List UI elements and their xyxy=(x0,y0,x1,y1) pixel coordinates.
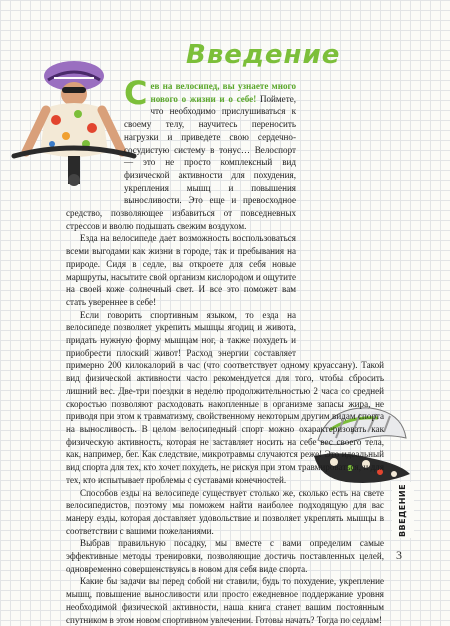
lead-text: Поймете, что необходимо прислушиваться к своему телу, научитесь переносить нагрузки и приведете свою сердечно-сосудистую систему в тонус… Велоспорт — это не просто комплексный вид физической активности для похудения, укрепления мышц и повышения выносливости. Это еще и превосходное средство, позволяющее избавиться от повседневных стрессов и вволю подышать свежим воздухом. xyxy=(66,93,296,231)
body-paragraph: Способов езды на велосипеде существует столько же, сколько есть на свете велосипедистов, поэтому мы поможем найти наиболее подходящую для вас манеру езды, которая доставляет удовольствие и позволяет укреплять мышцы в соответствии с вашими пожеланиями. xyxy=(66,487,384,536)
body-paragraph: Выбрав правильную посадку, мы вместе с вами определим самые эффективные методы тренировки, позволяющие достичь поставленных целей, одновременно совершенствуясь в новом для себя виде спорта. xyxy=(66,538,384,574)
chapter-side-tab-label: ВВЕДЕНИЕ xyxy=(398,483,408,537)
page-title: Введение xyxy=(186,40,341,70)
body-paragraph: Какие бы задачи вы перед собой ни ставили, будь то похудение, укрепление мышц, повышение выносливости или просто ежедневное поддержание уровня необходимой физической активности, наша книга станет вашим постоянным спутником в этом новом спортивном увлечении. Готовы начать? Тогда по седлам! xyxy=(66,576,384,625)
page-number: 3 xyxy=(396,548,402,562)
chapter-side-tab xyxy=(392,482,414,538)
body-paragraph: Если говорить спортивным языком, то езда на велосипеде позволяет укрепить мышцы ягодиц и живота, придать нужную форму мышцам ног, а также похудеть и приобрести плоский живот! Расход энергии составляет примерно 200 килокалорий в час (что соответствует одному круассану). Такой вид физической активности часто рекомендуется для того, чтобы сбросить лишний вес. Две-три поездки в неделю продолжительностью 2 часа со средней скоростью позволяют расходовать накопленные в организме запасы жира, не приводя при этом к травматизму, свойственному некоторым другим видам спорта на выносливость. В целом велосипедный спорт можно охарактеризовать как физическую активность, которая не заставляет носить на себе вес своего тела, как, например, бег. Как следствие, микротравмы случаются реже! Это идеальный вид спорта для тех, кто хочет похудеть, не рискуя при этом травмироваться, и для тех, кто испытывает проблемы с суставами конечностей. xyxy=(66,309,384,485)
lead-highlight: ев на велосипед, вы узнаете много нового о жизни и о себе! xyxy=(150,81,296,104)
drop-cap: С xyxy=(124,74,148,112)
body-text xyxy=(66,74,384,626)
body-paragraph: Езда на велосипеде дает возможность воспользоваться всеми выгодами как жизни в городе, так и пребывания на природе. Сидя в седле, вы откроете для себя новые маршруты, насытите свой организм кислородом и ощутите на своей коже солнечный свет. И все это поможет вам стать увереннее в себе! xyxy=(66,233,296,307)
